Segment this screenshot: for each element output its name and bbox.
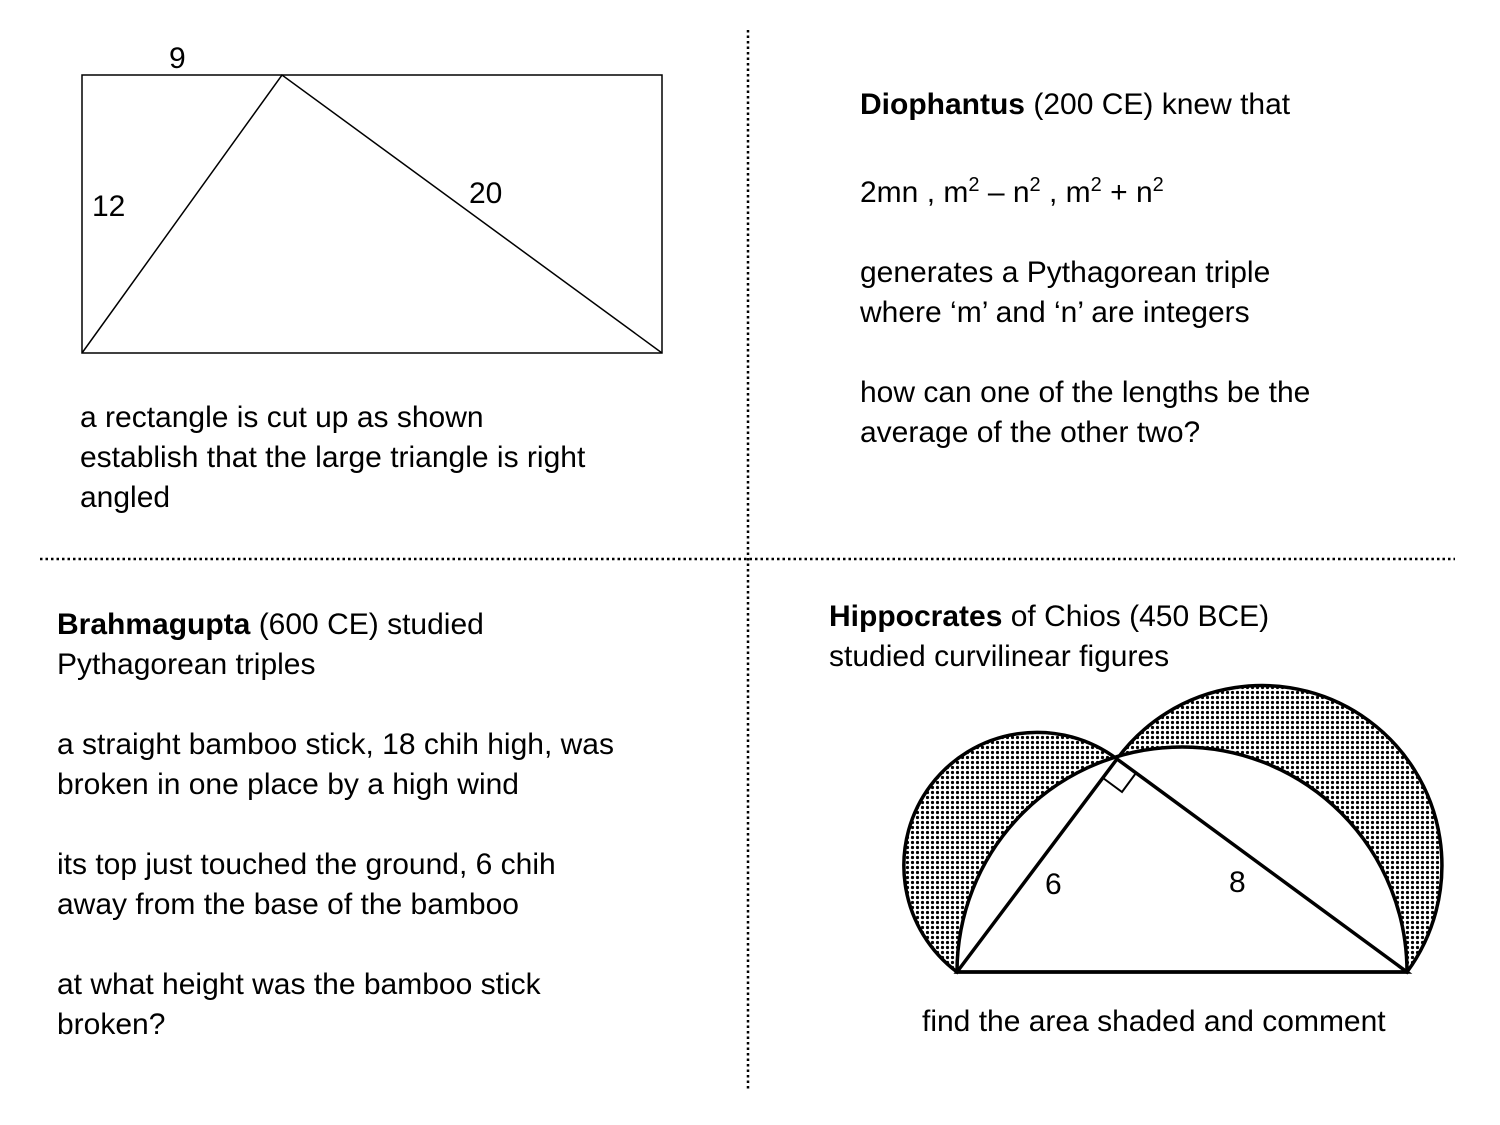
- f: + n: [1101, 176, 1153, 209]
- q4-name: Hippocrates: [829, 600, 1003, 633]
- q3-line: at what height was the bamboo stick: [57, 968, 541, 1001]
- q2-line: generates a Pythagorean triple: [860, 256, 1271, 289]
- f: 2: [1029, 174, 1041, 196]
- q1-text: [80, 398, 585, 518]
- q3-line: its top just touched the ground, 6 chih: [57, 848, 556, 881]
- q3-line: Pythagorean triples: [57, 648, 316, 681]
- q3-intro-rest: (600 CE) studied: [250, 608, 484, 641]
- q4-line: studied curvilinear figures: [829, 640, 1170, 673]
- q2-name: Diophantus: [860, 88, 1025, 121]
- q3-line: broken?: [57, 1008, 166, 1041]
- lunes-figure: [904, 686, 1442, 972]
- q4-question: find the area shaded and comment: [922, 1005, 1386, 1038]
- f: 2: [1152, 174, 1164, 196]
- q3-intro: [57, 605, 614, 645]
- q4-intro-rest: of Chios (450 BCE): [1002, 600, 1270, 633]
- q2-intro-rest: (200 CE) knew that: [1025, 88, 1291, 121]
- q2-intro: [860, 85, 1310, 125]
- f: 2: [968, 174, 980, 196]
- q3-name: Brahmagupta: [57, 608, 251, 641]
- f: – n: [979, 176, 1030, 209]
- q2-line: average of the other two?: [860, 416, 1201, 449]
- label-6: 6: [1045, 868, 1062, 901]
- f: 2mn , m: [860, 176, 969, 209]
- q2-line: how can one of the lengths be the: [860, 376, 1311, 409]
- rectangle-figure: [82, 75, 662, 353]
- f: 2: [1090, 174, 1102, 196]
- q3-line: broken in one place by a high wind: [57, 768, 519, 801]
- f: , m: [1040, 176, 1091, 209]
- label-8: 8: [1229, 866, 1246, 899]
- q1-line: a rectangle is cut up as shown: [80, 401, 484, 434]
- q3-line: away from the base of the bamboo: [57, 888, 519, 921]
- q4-intro: [829, 597, 1269, 637]
- q2-line: where ‘m’ and ‘n’ are integers: [860, 296, 1250, 329]
- q1-line: angled: [80, 481, 171, 514]
- q2-text: [860, 85, 1310, 453]
- label-9: 9: [169, 42, 186, 75]
- label-12: 12: [92, 190, 126, 223]
- q1-line: establish that the large triangle is right: [80, 441, 586, 474]
- q3-text: [57, 605, 614, 1045]
- q2-formula: [860, 165, 1310, 213]
- q4-text: [829, 597, 1269, 677]
- label-20: 20: [469, 177, 503, 210]
- q3-line: a straight bamboo stick, 18 chih high, was: [57, 728, 614, 761]
